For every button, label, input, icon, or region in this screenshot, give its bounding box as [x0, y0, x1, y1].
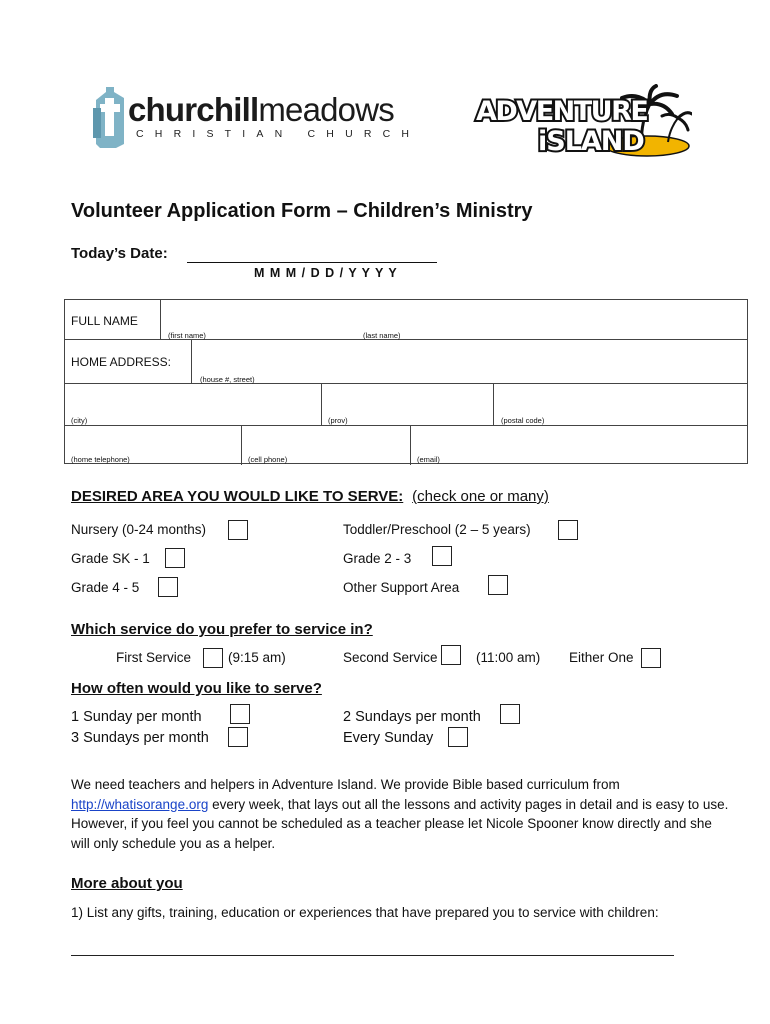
page-title: Volunteer Application Form – Children’s Ministry [71, 200, 533, 222]
frequency-option-label: 1 Sunday per month [71, 709, 202, 725]
three-sundays-checkbox[interactable] [228, 727, 248, 747]
program-logo-line1: ADVENTURE [476, 96, 648, 127]
toddler-preschool-checkbox[interactable] [558, 520, 578, 540]
curriculum-info-paragraph: We need teachers and helpers in Adventure Island. We provide Bible based curriculum from http://whatisorange.org every week, that lays out all the lessons and activity pages in detail and is easy to use. However, if you feel you cannot be scheduled as a teacher please let Nicole Spooner know directly and she will only schedule you as a helper. [71, 777, 729, 851]
every-sunday-checkbox[interactable] [448, 727, 468, 747]
grade-2-3-checkbox[interactable] [432, 546, 452, 566]
frequency-option-label: 3 Sundays per month [71, 730, 209, 746]
frequency-option-label: 2 Sundays per month [343, 709, 481, 725]
home-address-label: HOME ADDRESS: [71, 355, 172, 369]
question-1-answer-field[interactable] [71, 955, 674, 956]
area-option-label: Toddler/Preschool (2 – 5 years) [343, 522, 531, 537]
cell-phone-hint: (cell phone) [248, 455, 288, 464]
adventure-island-logo [472, 84, 692, 160]
service-heading: Which service do you prefer to service in? [71, 621, 373, 638]
first-service-time: (9:15 am) [228, 650, 286, 665]
area-option-label: Grade SK - 1 [71, 551, 150, 566]
church-cross-logo-icon [90, 86, 128, 148]
home-telephone-hint: (home telephone) [71, 455, 130, 464]
church-logo-name: churchillmeadows [128, 91, 394, 128]
grade-sk-1-checkbox[interactable] [165, 548, 185, 568]
desired-area-heading: DESIRED AREA YOU WOULD LIKE TO SERVE: (check one or many) [71, 488, 549, 505]
second-service-checkbox[interactable] [441, 645, 461, 665]
nursery-checkbox[interactable] [228, 520, 248, 540]
area-option-label: Other Support Area [343, 580, 460, 595]
second-service-label: Second Service [343, 650, 438, 665]
either-one-label: Either One [569, 650, 634, 665]
church-logo-subtitle: CHRISTIAN CHURCH [136, 128, 421, 140]
city-hint: (city) [71, 416, 88, 425]
one-sunday-checkbox[interactable] [230, 704, 250, 724]
postal-code-hint: (postal code) [501, 416, 545, 425]
first-name-hint: (first name) [168, 331, 206, 340]
email-hint: (email) [417, 455, 440, 464]
full-name-label: FULL NAME [71, 314, 138, 328]
grade-4-5-checkbox[interactable] [158, 577, 178, 597]
area-option-label: Grade 4 - 5 [71, 580, 140, 595]
curriculum-link[interactable]: http://whatisorange.org [71, 796, 209, 812]
question-1: 1) List any gifts, training, education or experiences that have prepared you to service with children: [71, 905, 659, 920]
area-option-label: Grade 2 - 3 [343, 551, 412, 566]
either-one-checkbox[interactable] [641, 648, 661, 668]
date-format-hint: M M M / D D / Y Y Y Y [254, 266, 398, 280]
contact-info-table [64, 299, 748, 464]
more-about-you-heading: More about you [71, 875, 183, 892]
first-service-label: First Service [116, 650, 192, 665]
area-option-label: Nursery (0-24 months) [71, 522, 207, 537]
last-name-hint: (last name) [363, 331, 401, 340]
todays-date-field[interactable] [187, 262, 437, 263]
second-service-time: (11:00 am) [476, 650, 541, 665]
first-service-checkbox[interactable] [203, 648, 223, 668]
two-sundays-checkbox[interactable] [500, 704, 520, 724]
frequency-option-label: Every Sunday [343, 730, 434, 746]
prov-hint: (prov) [328, 416, 348, 425]
other-support-area-checkbox[interactable] [488, 575, 508, 595]
program-logo-line2: iSLAND [538, 126, 644, 157]
frequency-heading: How often would you like to serve? [71, 680, 322, 697]
street-hint: (house #, street) [200, 375, 255, 384]
todays-date-label: Today’s Date: [71, 245, 168, 262]
